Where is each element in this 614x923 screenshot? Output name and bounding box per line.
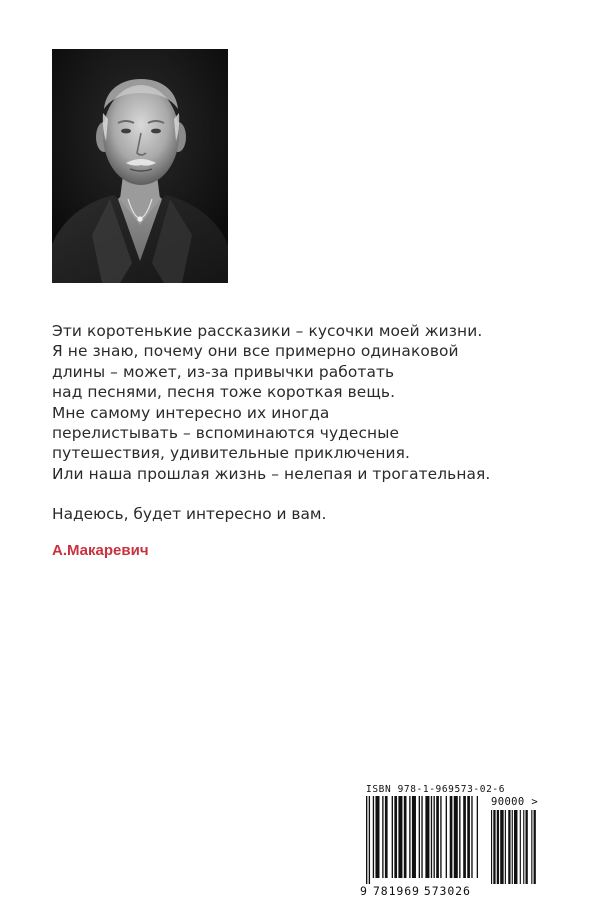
barcode-bar [385, 796, 388, 878]
barcode-bar [467, 796, 470, 878]
barcode-bar [450, 796, 453, 878]
barcode-bar [398, 796, 402, 878]
barcode-bar [523, 810, 524, 884]
barcode-bar [446, 796, 447, 878]
blurb-line: над песнями, песня тоже короткая вещь. [52, 383, 396, 402]
barcode-bar [382, 796, 383, 878]
barcode-bar [425, 796, 429, 878]
price-addon-bars [491, 810, 541, 884]
ean-first-digit: 9 [360, 884, 367, 898]
barcode-bar [520, 810, 521, 884]
barcode-bar [491, 810, 492, 884]
barcode-bar [534, 810, 536, 884]
barcode-bar [497, 810, 499, 884]
blurb-line: Или наша прошлая жизнь – нелепая и трогательная. [52, 464, 491, 483]
author-signature: А.Макаревич [52, 542, 149, 559]
barcode-bar [459, 796, 460, 878]
barcode-bar [431, 796, 432, 878]
isbn-barcode [360, 784, 570, 900]
price-addon-digits: 90000 [491, 796, 525, 808]
barcode-bar [454, 796, 458, 878]
barcode-bar [419, 796, 420, 878]
barcode-bar [463, 796, 466, 878]
barcode-bar [404, 796, 407, 878]
ean-digits [360, 884, 471, 898]
barcode-bar [369, 796, 370, 884]
blurb-closing-line: Надеюсь, будет интересно и вам. [52, 505, 327, 523]
barcode-bar [409, 796, 410, 878]
blurb-line: путешествия, удивительные приключения. [52, 444, 410, 463]
barcode-bar [508, 810, 510, 884]
barcode-bar [440, 796, 441, 878]
barcode-bar [373, 796, 374, 878]
blurb-line: Мне самому интересно их иногда [52, 403, 330, 422]
blurb-line: длины – может, из-за привычки работать [52, 362, 395, 381]
barcode-bar [412, 796, 416, 878]
barcode-bar [471, 796, 472, 878]
barcode-bar [392, 796, 393, 878]
barcode-bar [512, 810, 513, 884]
barcode-bar [366, 796, 367, 884]
blurb-line: Я не знаю, почему они все примерно одинаковой [52, 342, 459, 361]
barcode-bar [505, 810, 506, 884]
barcode-bar [500, 810, 503, 884]
barcode-bar [421, 796, 422, 878]
barcode-bar [526, 810, 528, 884]
price-addon-number [491, 796, 538, 808]
author-photo [52, 49, 228, 283]
barcode-bar [514, 810, 517, 884]
barcode-bar [477, 796, 478, 878]
barcode-bar [375, 796, 379, 878]
addon-marker: > [531, 796, 539, 808]
author-portrait-image [52, 49, 228, 283]
ean-right-group: 573026 [423, 884, 471, 898]
barcode-bar [493, 810, 495, 884]
barcode-bar [394, 796, 397, 878]
barcode-bar [531, 810, 532, 884]
blurb-line: перелистывать – вспоминаются чудесные [52, 424, 400, 443]
isbn-number: ISBN 978-1-969573-02-6 [366, 784, 506, 795]
back-cover-blurb [52, 321, 572, 484]
ean-left-group: 781969 [372, 884, 420, 898]
ean13-bars [366, 796, 478, 884]
barcode-bar [436, 796, 439, 878]
blurb-line: Эти коротенькие рассказики – кусочки моей жизни. [52, 322, 483, 340]
barcode-bar [434, 796, 435, 878]
